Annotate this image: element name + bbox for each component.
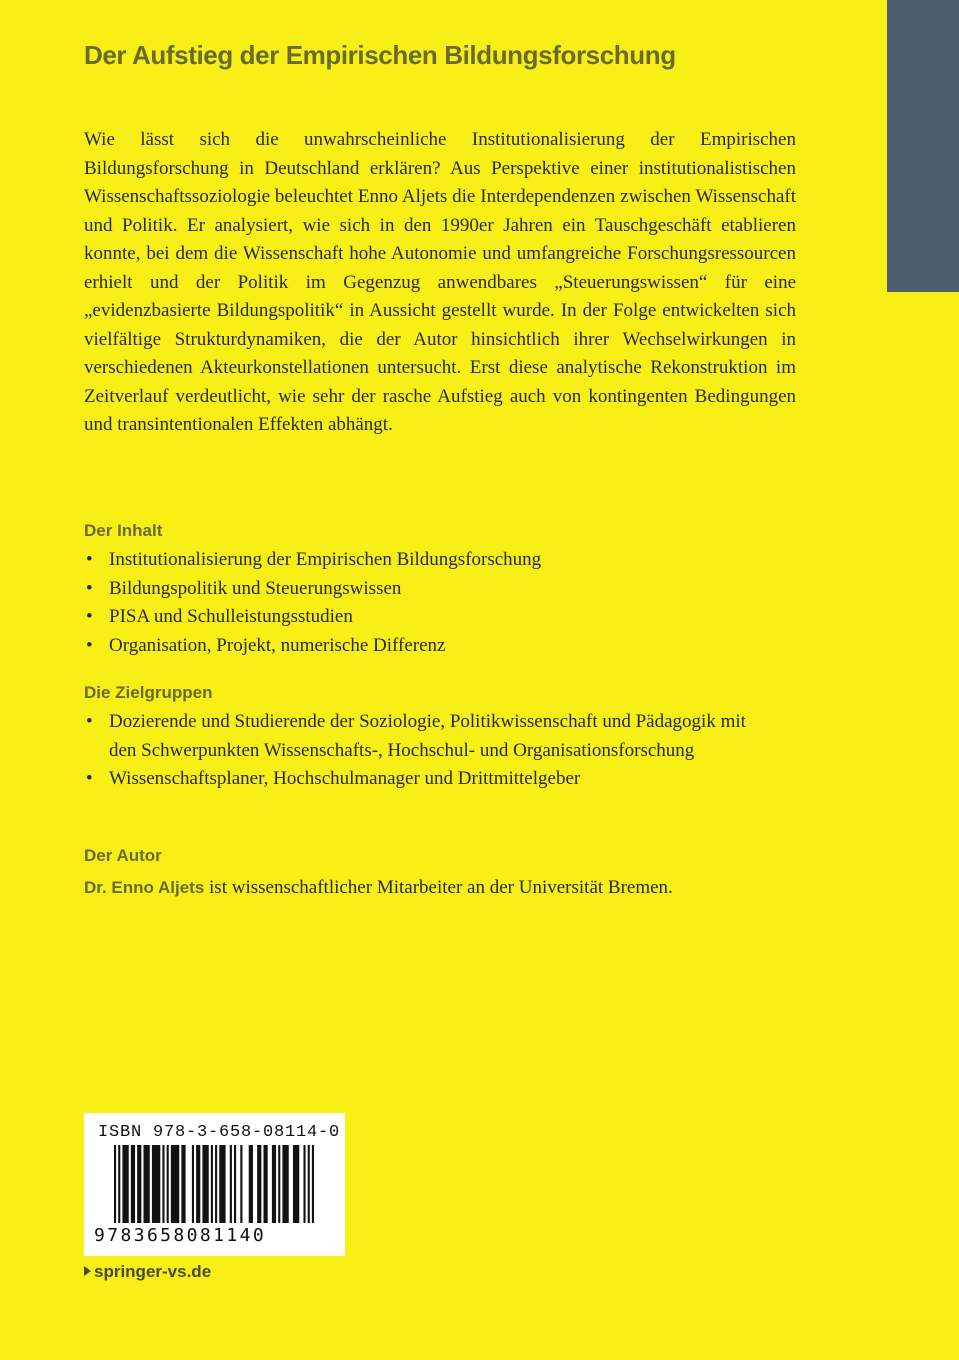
inhalt-item [84, 546, 804, 575]
inhalt-item-text: PISA und Schulleistungsstudien [109, 606, 353, 628]
barcode-bar [171, 1145, 179, 1223]
inhalt-item-text: Organisation, Projekt, numerische Differenz [109, 634, 446, 656]
author-paragraph [84, 874, 844, 902]
inhalt-item [84, 632, 804, 661]
barcode-bar [192, 1145, 194, 1223]
barcode-bar [293, 1145, 299, 1223]
zielgruppen-item-text: Wissenschaftsplaner, Hochschulmanager und Drittmittelgeber [109, 768, 581, 790]
barcode-bar [181, 1145, 185, 1223]
barcode-bar [272, 1145, 276, 1223]
bullet-icon: • [86, 711, 93, 732]
barcode-bar [240, 1145, 242, 1223]
zielgruppen-heading: Die Zielgruppen [84, 683, 213, 702]
barcode-bar [312, 1145, 314, 1223]
barcode-icon [114, 1145, 314, 1223]
barcode-bar [137, 1145, 141, 1223]
author-name: Dr. Enno Aljets [84, 878, 205, 897]
barcode-bar [211, 1145, 213, 1223]
barcode-bar [219, 1145, 225, 1223]
author-description: ist wissenschaftlicher Mitarbeiter an der Universität Bremen. [204, 877, 673, 898]
book-blurb: Wie lässt sich die unwahrscheinliche Institutionalisierung der Empirischen Bildungsforschung in Deutschland erklären? Aus Perspektive einer institutionalistischen Wissenschaftssoziologie beleuchtet Enno Aljets die Interdependenzen zwischen Wissenschaft und Politik. Er analysiert, wie sich in den 1990er Jahren ein Tauschgeschäft etablieren konnte, bei dem die Wissenschaft hohe Autonomie und umfangreiche Forschungsressourcen erhielt und der Politik im Gegenzug anwendbares „Steuerungswissen“ für eine „evidenzbasierte Bildungspolitik“ in Aussicht gestellt wurde. In der Folge entwickelten sich vielfältige Strukturdynamiken, die der Autor hinsichtlich ihrer Wechselwirkungen in verschiedenen Akteurkonstellationen untersucht. Erst diese analytische Rekonstruktion im Zeitverlauf verdeutlicht, wie sehr der rasche Aufstieg auch von kontingenten Bedingungen und transintentionalen Effekten abhängt. [84, 129, 796, 435]
barcode-bar [308, 1145, 310, 1223]
barcode-bar [303, 1145, 305, 1223]
bullet-icon: • [86, 768, 93, 790]
book-title: Der Aufstieg der Empirischen Bildungsforschung [84, 40, 676, 70]
barcode-bar [131, 1145, 135, 1223]
inhalt-item [84, 575, 804, 604]
barcode-bar [263, 1145, 267, 1223]
barcode-bar [282, 1145, 288, 1223]
publisher-website[interactable] [84, 1262, 211, 1282]
bullet-icon: • [86, 606, 93, 628]
barcode-bar [122, 1145, 128, 1223]
barcode-bar [249, 1145, 253, 1223]
barcode-bar [202, 1145, 208, 1223]
zielgruppen-item-text: Dozierende und Studierende der Soziologie, Politikwissenschaft und Pädagogik mit den Schwerpunkten Wissenschafts-, Hochschul- und Organisationsforschung [109, 711, 746, 761]
barcode-bar [162, 1145, 164, 1223]
barcode-bar [215, 1145, 217, 1223]
barcode-bar [143, 1145, 149, 1223]
inhalt-item [84, 603, 804, 632]
barcode-bar [167, 1145, 169, 1223]
barcode-bar [118, 1145, 120, 1223]
grey-accent-bar [887, 0, 959, 292]
arrow-right-icon [84, 1266, 91, 1276]
isbn-barcode [84, 1113, 345, 1256]
barcode-bar [114, 1145, 116, 1223]
ean-digits: 9783658081140 [94, 1225, 267, 1246]
bullet-icon: • [86, 577, 93, 599]
inhalt-heading: Der Inhalt [84, 521, 163, 540]
barcode-bar [278, 1145, 280, 1223]
barcode-bar [234, 1145, 236, 1223]
inhalt-list [84, 546, 804, 660]
website-text: springer-vs.de [94, 1262, 212, 1281]
barcode-bar [196, 1145, 200, 1223]
bullet-icon: • [86, 634, 93, 656]
isbn-label: ISBN 978-3-658-08114-0 [98, 1123, 341, 1142]
barcode-bar [230, 1145, 232, 1223]
autor-heading: Der Autor [84, 846, 162, 865]
barcode-bar [257, 1145, 261, 1223]
zielgruppen-list [84, 708, 754, 794]
bullet-icon: • [86, 549, 93, 570]
zielgruppen-item [84, 708, 754, 765]
zielgruppen-item [84, 765, 754, 794]
barcode-bar [152, 1145, 160, 1223]
inhalt-item-text: Institutionalisierung der Empirischen Bildungsforschung [109, 549, 542, 570]
inhalt-item-text: Bildungspolitik und Steuerungswissen [109, 577, 402, 599]
